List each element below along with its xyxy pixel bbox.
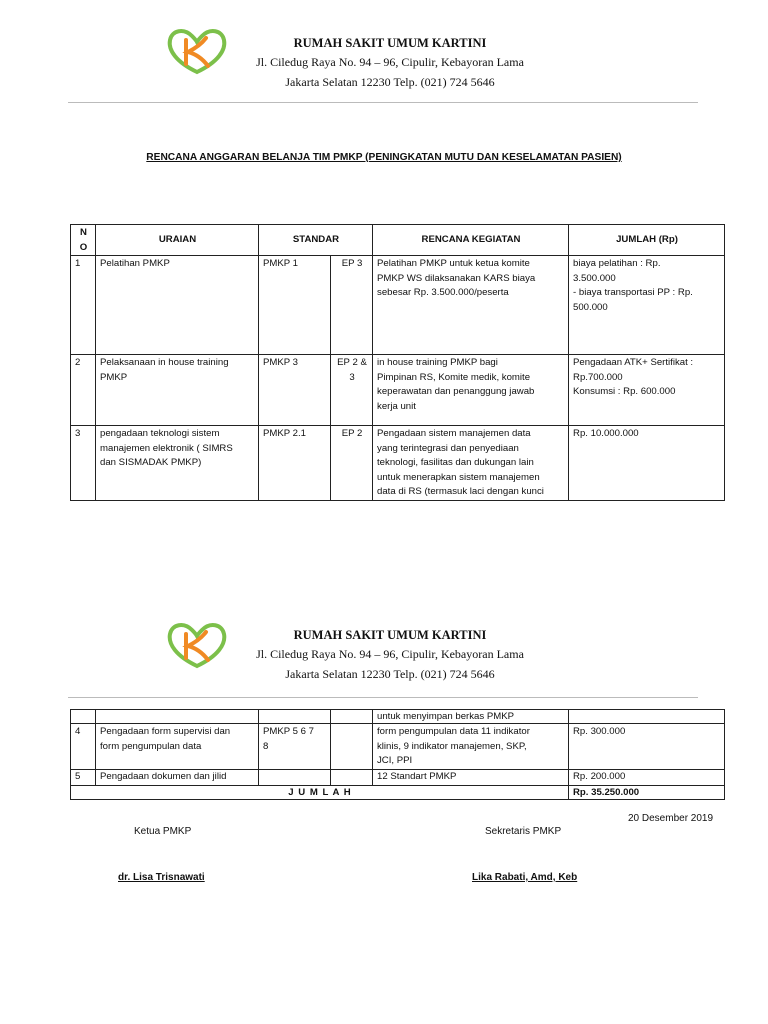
- cell-line: 3: [349, 371, 355, 383]
- header-uraian: URAIAN: [96, 225, 259, 256]
- row-uraian: [96, 426, 259, 501]
- table-row: [71, 724, 725, 770]
- table-row-continuation: [71, 710, 725, 724]
- cell-line: PMKP 3: [263, 357, 299, 368]
- cell-line: Pengadaan sistem manajemen data: [377, 428, 531, 439]
- document-title: RENCANA ANGGARAN BELANJA TIM PMKP (PENINGKATAN MUTU DAN KESELAMATAN PASIEN): [146, 152, 622, 163]
- cell-line: untuk menerapkan sistem manajemen: [377, 471, 540, 483]
- cell-line: Pengadaan dokumen dan jilid: [100, 770, 227, 782]
- cell-line: kerja unit: [377, 400, 416, 412]
- hospital-logo-icon: [166, 26, 228, 76]
- letterhead-rule: [68, 102, 698, 103]
- row-standar: [259, 426, 331, 501]
- cell-line: teknologi, fasilitas dan dukungan lain: [377, 457, 534, 468]
- row-kegiatan: [373, 769, 569, 786]
- cell-line: Rp. 300.000: [573, 726, 626, 737]
- left-signatory-name: dr. Lisa Trisnawati: [118, 872, 205, 883]
- cell-line: 500.000: [573, 301, 608, 313]
- cell-line: yang terintegrasi dan penyediaan: [377, 442, 519, 454]
- row-ep: [331, 769, 373, 786]
- cell-line: PMKP WS dilaksanakan KARS biaya: [377, 272, 536, 284]
- hospital-name: RUMAH SAKIT UMUM KARTINI: [293, 36, 487, 50]
- table-row: [71, 256, 725, 355]
- right-signatory-role: Sekretaris PMKP: [485, 826, 562, 837]
- cell-line: in house training PMKP bagi: [377, 357, 498, 368]
- cell-line: Rp. 10.000.000: [573, 428, 639, 439]
- cell-line: Pelaksanaan in house training: [100, 357, 229, 368]
- row-jumlah: [569, 256, 725, 355]
- row-ep: [331, 256, 373, 355]
- cell-line: 8: [263, 740, 269, 752]
- row-jumlah: [569, 355, 725, 426]
- table-total-row: [71, 786, 725, 800]
- cell-line: data di RS (termasuk laci dengan kunci: [377, 486, 544, 497]
- cell-line: EP 2 &: [337, 357, 367, 368]
- header-kegiatan: RENCANA KEGIATAN: [373, 225, 569, 256]
- row-jumlah: [569, 724, 725, 770]
- cell-line: manajemen elektronik ( SIMRS: [100, 442, 233, 454]
- cell-line: PMKP 2.1: [263, 428, 307, 439]
- row-ep: [331, 426, 373, 501]
- row-kegiatan: [373, 724, 569, 770]
- row-uraian: [96, 769, 259, 786]
- hospital-address-1: Jl. Ciledug Raya No. 94 – 96, Cipulir, Kebayoran Lama: [256, 55, 524, 69]
- row-uraian: [96, 256, 259, 355]
- total-value: Rp. 35.250.000: [569, 786, 725, 800]
- budget-table: [70, 224, 725, 501]
- cell-line: PMKP: [100, 371, 128, 383]
- cell-line: 12 Standart PMKP: [377, 770, 457, 782]
- hospital-name: RUMAH SAKIT UMUM KARTINI: [293, 628, 487, 642]
- row-jumlah: [569, 769, 725, 786]
- cell-line: [335, 725, 369, 740]
- header-no: N O: [71, 225, 96, 256]
- cell-line: form pengumpulan data 11 indikator: [377, 726, 530, 737]
- row-standar: [259, 256, 331, 355]
- hospital-address-1: Jl. Ciledug Raya No. 94 – 96, Cipulir, Kebayoran Lama: [256, 647, 524, 661]
- cell-line: [263, 771, 327, 786]
- cell-line: sebesar Rp. 3.500.000/peserta: [377, 287, 509, 298]
- cell-line: Konsumsi : Rp. 600.000: [573, 386, 676, 397]
- row-ep: [331, 355, 373, 426]
- row-kegiatan: untuk menyimpan berkas PMKP: [373, 710, 569, 724]
- cell-line: JCI, PPI: [377, 755, 413, 766]
- cell-line: keperawatan dan penanggung jawab: [377, 386, 535, 397]
- row-no: 1: [71, 256, 96, 355]
- cell-line: EP 2: [341, 428, 363, 439]
- header-standar: STANDAR: [259, 225, 373, 256]
- cell-line: Pengadaan ATK+ Sertifikat :: [573, 357, 694, 368]
- cell-line: 3.500.000: [573, 272, 616, 284]
- cell-line: PMKP 5 6 7: [263, 726, 315, 737]
- cell-line: EP 3: [341, 258, 363, 269]
- cell-line: pengadaan teknologi sistem: [100, 428, 220, 439]
- cell-line: [335, 771, 369, 786]
- table-header: [71, 225, 725, 256]
- row-standar: [259, 355, 331, 426]
- cell-line: Pelatihan PMKP untuk ketua komite: [377, 258, 530, 269]
- cell-line: biaya pelatihan : Rp.: [573, 258, 661, 269]
- row-uraian: [96, 355, 259, 426]
- cell-line: PMKP 1: [263, 258, 299, 269]
- total-label: J U M L A H: [71, 786, 569, 800]
- row-no: 4: [71, 724, 96, 770]
- row-jumlah: [569, 426, 725, 501]
- cell-line: Rp. 200.000: [573, 770, 626, 782]
- hospital-address-2: Jakarta Selatan 12230 Telp. (021) 724 5646: [285, 75, 495, 89]
- row-uraian: [96, 724, 259, 770]
- cell-line: dan SISMADAK PMKP): [100, 457, 202, 468]
- row-kegiatan: [373, 355, 569, 426]
- row-ep: [331, 724, 373, 770]
- header-jumlah: JUMLAH (Rp): [569, 225, 725, 256]
- cell-line: Pimpinan RS, Komite medik, komite: [377, 371, 531, 383]
- letterhead-rule: [68, 697, 698, 698]
- table-row: [71, 426, 725, 501]
- row-no: 3: [71, 426, 96, 501]
- document-date: 20 Desember 2019: [628, 813, 714, 824]
- row-standar: [259, 724, 331, 770]
- cell-line: - biaya transportasi PP : Rp.: [573, 287, 693, 298]
- right-signatory-name: Lika Rabati, Amd, Keb: [472, 872, 578, 883]
- table-row: [71, 355, 725, 426]
- cell-line: Pengadaan form supervisi dan: [100, 726, 231, 737]
- row-no: 2: [71, 355, 96, 426]
- left-signatory-role: Ketua PMKP: [134, 826, 192, 837]
- cell-line: klinis, 9 indikator manajemen, SKP,: [377, 740, 527, 752]
- cell-line: Pelatihan PMKP: [100, 258, 170, 269]
- hospital-logo-icon: [166, 620, 228, 670]
- row-no: 5: [71, 769, 96, 786]
- budget-table-continued: [70, 709, 725, 800]
- cell-line: Rp.700.000: [573, 371, 623, 383]
- cell-line: form pengumpulan data: [100, 740, 202, 752]
- table-row: [71, 769, 725, 786]
- hospital-address-2: Jakarta Selatan 12230 Telp. (021) 724 5646: [285, 667, 495, 681]
- row-kegiatan: [373, 426, 569, 501]
- row-kegiatan: [373, 256, 569, 355]
- row-standar: [259, 769, 331, 786]
